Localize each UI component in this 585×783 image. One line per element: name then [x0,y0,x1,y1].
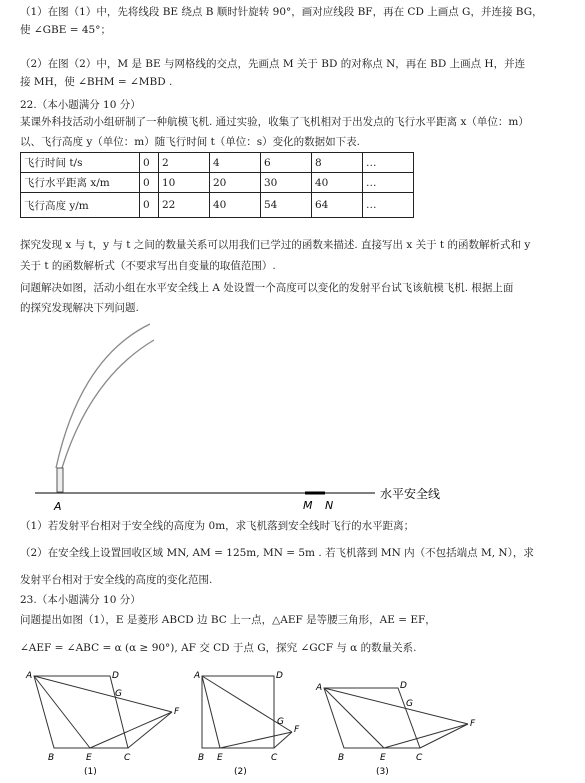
q22-sub2-line1: （2）在安全线上设置回收区域 MN, AM = 125m, MN = 5m . 若飞机落到 MN 内（不包括端点 M, N），求 [20,547,534,559]
label-E: E [86,753,92,763]
label-D: D [400,681,407,691]
label-A: A [26,671,33,681]
q22-data-table [20,152,414,218]
q22-problem-line2: 的探究发现解决下列问题. [20,302,139,314]
q23-figure-3 [324,688,468,748]
label-C: C [416,753,423,763]
table-row [21,173,414,193]
flight-path-inner [62,340,154,468]
table-cell: 8 [312,153,363,173]
table-row [21,153,414,173]
table-cell: 0 [140,173,159,193]
segment-ae [34,676,90,748]
point-A-label: A [54,500,62,513]
table-cell: 40 [210,193,261,218]
q23-title: 23.（本小题满分 10 分） [20,594,141,606]
table-row-label: 飞行水平距离 x/m [21,173,140,193]
segment-ae [202,676,220,748]
q21-part1-line2: 使 ∠GBE = 45°； [20,24,111,36]
launch-platform [57,468,63,492]
table-cell: 0 [140,193,159,218]
q23-text-line1: 问题提出如图（1），E 是菱形 ABCD 边 BC 上一点，△AEF 是等腰三角形，AE = EF， [20,614,436,626]
q23-text-line2: ∠AEF = ∠ABC = α (α ≥ 90°), AF 交 CD 于点 G，探究 ∠GCF 与 α 的数量关系. [20,642,417,654]
label-G: G [115,689,122,699]
q23-figures [20,668,490,780]
label-E: E [380,753,386,763]
segment-ef [220,732,292,748]
rhombus-abcd [324,688,420,748]
table-cell: 20 [210,173,261,193]
segment-ef [384,724,468,748]
q21-part1-line1: （1）在图（1）中，先将线段 BE 绕点 B 顺时针旋转 90°，画对应线段 BF，再在 CD 上画点 G，并连接 BG， [20,6,543,18]
label-D: D [276,671,283,681]
label-A: A [194,671,201,681]
q21-part2-line1: （2）在图（2）中，M 是 BE 与网格线的交点，先画点 M 关于 BD 的对称点 N，再在 BD 上画点 H，并连 [20,58,526,70]
table-cell: 0 [140,153,159,173]
label-A: A [316,683,323,693]
label-G: G [406,699,413,709]
table-row-label: 飞行高度 y/m [21,193,140,218]
label-F: F [174,707,180,717]
q22-flight-figure [20,318,520,518]
segment-cf [128,712,172,748]
label-E: E [217,753,223,763]
segment-ef [90,712,172,748]
table-cell: 4 [210,153,261,173]
table-cell: 10 [159,173,210,193]
label-D: D [112,671,119,681]
q22-sub2-line2: 发射平台相对于安全线的高度的变化范围. [20,574,213,586]
label-C: C [271,753,278,763]
caption-1: (1) [84,767,97,777]
point-M-label: M [303,499,313,512]
q23-figure-1 [34,676,172,748]
label-F: F [294,725,300,735]
table-cell: 40 [312,173,363,193]
q21-part2-line2: 接 MH，使 ∠BHM = ∠MBD . [20,76,173,88]
q23-figure-2 [202,676,292,748]
table-cell: 22 [159,193,210,218]
label-B: B [48,753,55,763]
table-cell: … [363,153,414,173]
caption-3: (3) [376,767,389,777]
caption-2: (2) [234,767,247,777]
table-row [21,193,414,218]
q22-sub1: （1）若发射平台相对于安全线的高度为 0m，求飞机落到安全线时飞行的水平距离； [20,520,415,532]
square-abcd [202,676,274,748]
table-cell: 2 [159,153,210,173]
q22-explore-line2: 关于 t 的函数解析式（不要求写出自变量的取值范围）. [20,260,276,272]
table-cell: … [363,173,414,193]
table-cell: 6 [261,153,312,173]
q23-figure-2-labels [193,671,300,777]
q22-explore-line1: 探究发现 x 与 t，y 与 t 之间的数量关系可以用我们已学过的函数来描述. 直接写出 x 关于 t 的函数解析式和 y [20,239,531,251]
segment-af [324,688,468,724]
point-N-label: N [325,499,334,512]
safety-line-label: 水平安全线 [380,487,441,501]
q22-intro-line1: 某课外科技活动小组研制了一种航模飞机. 通过实验，收集了飞机相对于出发点的飞行水平距离 x（单位：m） [20,116,529,128]
label-F: F [470,719,476,729]
table-cell: 54 [261,193,312,218]
segment-af [34,676,172,712]
table-cell: 30 [261,173,312,193]
table-cell: 64 [312,193,363,218]
table-cell: … [363,193,414,218]
label-C: C [124,753,131,763]
label-G: G [277,717,284,727]
q22-intro-line2: 以、飞行高度 y（单位：m）随飞行时间 t（单位：s）变化的数据如下表. [20,136,361,148]
q22-problem-line1: 问题解决如图，活动小组在水平安全线上 A 处设置一个高度可以变化的发射平台试飞该航模飞机. 根据上面 [20,282,514,294]
q22-title: 22.（本小题满分 10 分） [20,99,141,111]
label-B: B [198,753,205,763]
table-row-label: 飞行时间 t/s [21,153,140,173]
label-B: B [338,753,345,763]
segment-ae [324,688,384,748]
